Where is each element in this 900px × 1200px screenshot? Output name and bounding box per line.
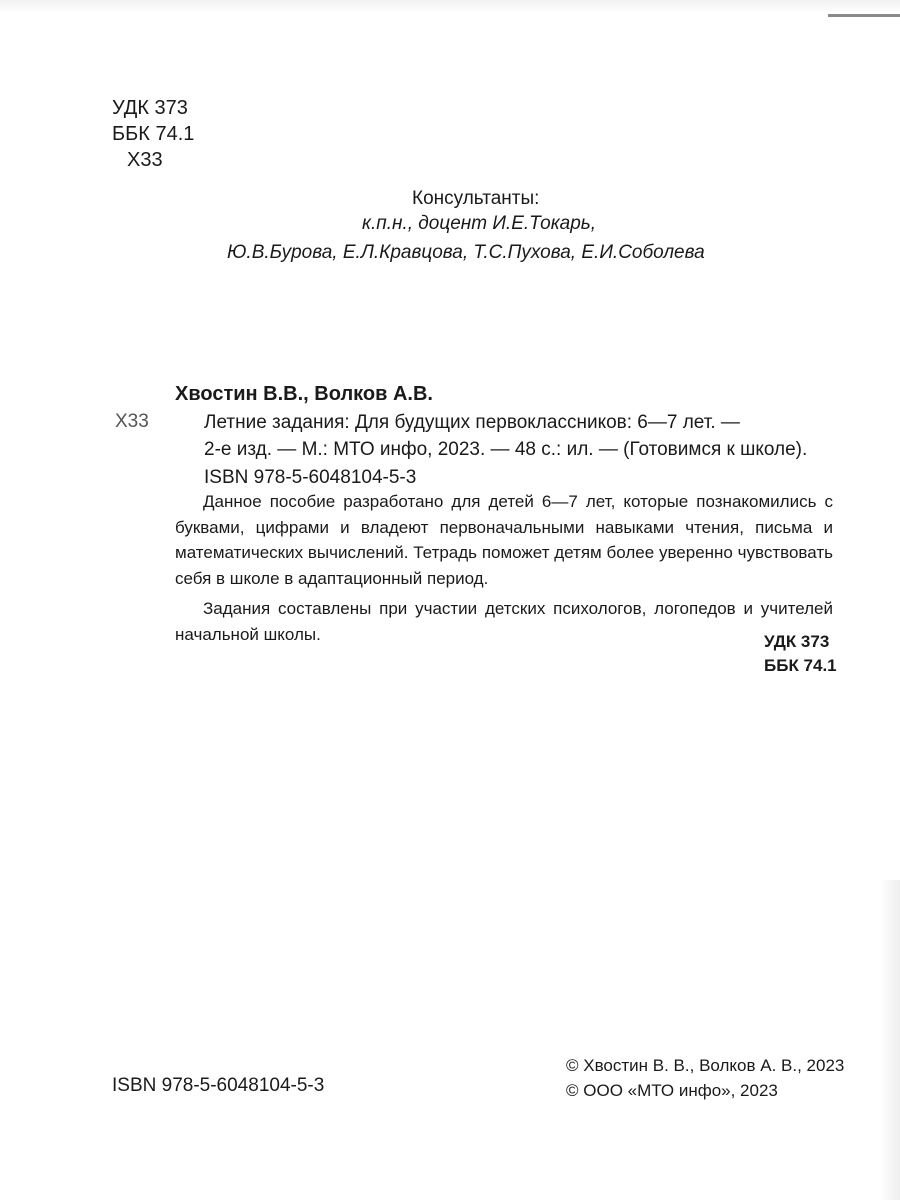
annotation [175, 489, 833, 647]
consultants-line-1: к.п.н., доцент И.Е.Токарь, [362, 213, 597, 234]
page-right-shadow [880, 880, 900, 1200]
book-authors: Хвостин В.В., Волков А.В. [175, 383, 433, 405]
copyright-publisher: © ООО «МТО инфо», 2023 [566, 1081, 778, 1100]
scan-mark [828, 14, 900, 17]
book-title-line-1: Летние задания: Для будущих первоклассников: 6—7 лет. — [204, 412, 740, 433]
copyright-authors: © Хвостин В. В., Волков А. В., 2023 [566, 1056, 845, 1075]
book-title-line-2: 2-е изд. — М.: МТО инфо, 2023. — 48 с.: ил. — (Готовимся к школе). [204, 439, 808, 460]
bbk-code: ББК 74.1 [112, 123, 195, 145]
copyright-block [566, 1053, 844, 1103]
classification-codes [112, 95, 194, 173]
udk-code-right: УДК 373 [764, 632, 830, 651]
classification-codes-right [764, 630, 837, 678]
consultants-line-2: Ю.В.Бурова, Е.Л.Кравцова, Т.С.Пухова, Е.И.Соболева [227, 242, 705, 263]
page-top-edge [0, 0, 900, 14]
annotation-paragraph-1: Данное пособие разработано для детей 6—7 лет, которые познакомились с буквами, цифрами и владеют первоначальными навыками чтения, письма и математических вычислений. Тетрадь поможет детям более уверенно чувствовать себя в школе в адаптационный период. [175, 492, 833, 588]
consultants-heading: Консультанты: [412, 188, 540, 209]
footer-isbn: ISBN 978-5-6048104-5-3 [112, 1075, 325, 1096]
author-mark: Х33 [127, 149, 163, 171]
bbk-code-right: ББК 74.1 [764, 656, 837, 675]
catalog-isbn: ISBN 978-5-6048104-5-3 [204, 467, 417, 488]
catalog-author-mark: Х33 [115, 411, 149, 432]
annotation-paragraph-2: Задания составлены при участии детских психологов, логопедов и учителей начальной школы. [175, 599, 833, 644]
udk-code: УДК 373 [112, 97, 188, 119]
